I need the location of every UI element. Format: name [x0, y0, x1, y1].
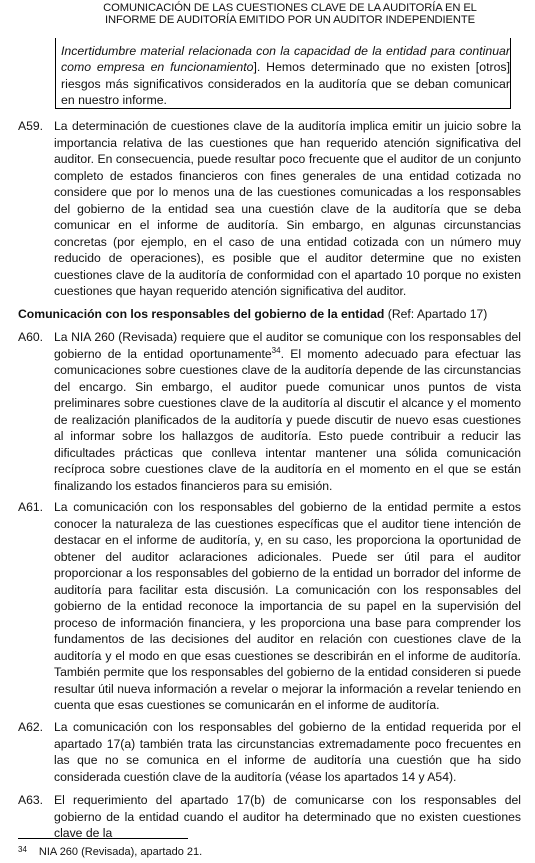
heading-reference: (Ref: Apartado 17) [384, 307, 488, 321]
footnote [18, 846, 202, 859]
section-heading [18, 306, 528, 322]
paragraph-text: El requerimiento del apartado 17(b) de comunicarse con los responsables del gobierno de la entidad cuando el auditor ha determinado que no existen cuestiones clave de la [54, 793, 521, 840]
paragraph-text-part: La NIA 260 (Revisada) requiere que el auditor se comunique con los responsables del gobierno de la entidad oportunamente [54, 330, 521, 361]
heading-title: Comunicación con los responsables del gobierno de la entidad [18, 307, 385, 321]
box-text: ]. Hemos determinado que no existen [otros] riesgos más significativos considerados en la auditoría que se deban comunicar en nuestro informe. [61, 60, 510, 108]
paragraph-text [54, 329, 521, 494]
paragraph-number: A60. [18, 330, 44, 344]
paragraph-text-part: . El momento adecuado para efectuar las comunicaciones sobre cuestiones clave de la auditoría depende de las circunstancias del encargo. Sin embargo, el auditor puede comunicar unos puntos de vista preliminares sobre cuestiones clave de la auditoría al discutir el alcance y el momento de realización planificados de la auditoría y puede discutir de nuevo esas cuestiones al informar sobre los hallazgos de auditoría. Esto puede contribuir a reducir las dificultades prácticas que conlleva intentar mantener una sólida comunicación recíproca sobre cuestiones clave de la auditoría en el momento en el que se están finalizando los estados financieros para su emisión. [54, 346, 521, 493]
paragraph-text: La comunicación con los responsables del gobierno de la entidad permite a estos conocer la naturaleza de las cuestiones específicas que el auditor tiene intención de destacar en el informe de auditoría, y, en su caso, les proporciona la oportunidad de obtener del auditor aclaraciones adicionales. Puede ser útil para el auditor proporcionar a los responsables del gobierno de la entidad un borrador del informe de auditoría para facilitar esta discusión. La comunicación con los responsables del gobierno de la entidad reconoce la importancia de su papel en la supervisión del proceso de información financiera, y les proporciona una base para comprender los fundamentos de las decisiones del auditor en relación con cuestiones clave de la auditoría y el modo en que esas cuestiones se describirán en el informe de auditoría. También permite que los responsables del gobierno de la entidad consideren si puede resultar útil nueva información a revelar o mejorar la información a revelar teniendo en cuenta que esas cuestiones se comunicarán en el informe de auditoría. [54, 500, 521, 712]
footnote-number: 34 [18, 845, 27, 854]
paragraph-number: A59. [18, 119, 44, 133]
paragraph-text: La comunicación con los responsables del gobierno de la entidad requerida por el apartado 17(a) también trata las circunstancias extremadamente poco frecuentes en las que no se comunica en el informe de auditoría una cuestión que ha sido considerada cuestión clave de la auditoría (véase los apartados 14 y A54). [54, 720, 521, 784]
footnote-ref[interactable]: 34 [271, 345, 281, 355]
box-italic-text: Incertidumbre material relacionada con la capacidad de la entidad para continuar como empresa en funcionamiento [61, 44, 510, 75]
example-report-box [55, 38, 511, 109]
paragraph-number: A61. [18, 500, 44, 514]
header-line-1: COMUNICACIÓN DE LAS CUESTIONES CLAVE DE LA AUDITORÍA EN EL [103, 2, 477, 14]
paragraph-number: A63. [18, 793, 44, 807]
footnote-divider [18, 838, 188, 839]
footnote-text: NIA 260 (Revisada), apartado 21. [38, 846, 203, 858]
header-line-2: INFORME DE AUDITORÍA EMITIDO POR UN AUDITOR INDEPENDIENTE [105, 14, 475, 26]
paragraph-text: La determinación de cuestiones clave de la auditoría implica emitir un juicio sobre la importancia relativa de las cuestiones que han requerido atención significativa del auditor. En consecuencia, puede resultar poco frecuente que el auditor de un conjunto completo de estados financieros con fines generales de una entidad cotizada no considere que por lo menos una de las cuestiones comunicadas a los responsables del gobierno de la entidad sea una cuestión clave de la auditoría que se deba comunicar en el informe de auditoría. Sin embargo, en algunas circunstancias concretas (por ejemplo, en el caso de una entidad cotizada con un número muy reducido de operaciones), es posible que el auditor determine que no existen cuestiones clave de la auditoría de conformidad con el apartado 10 porque no existen cuestiones que hayan requerido atención significativa del auditor. [54, 119, 521, 298]
paragraph-number: A62. [18, 720, 44, 734]
page-header [40, 2, 535, 26]
